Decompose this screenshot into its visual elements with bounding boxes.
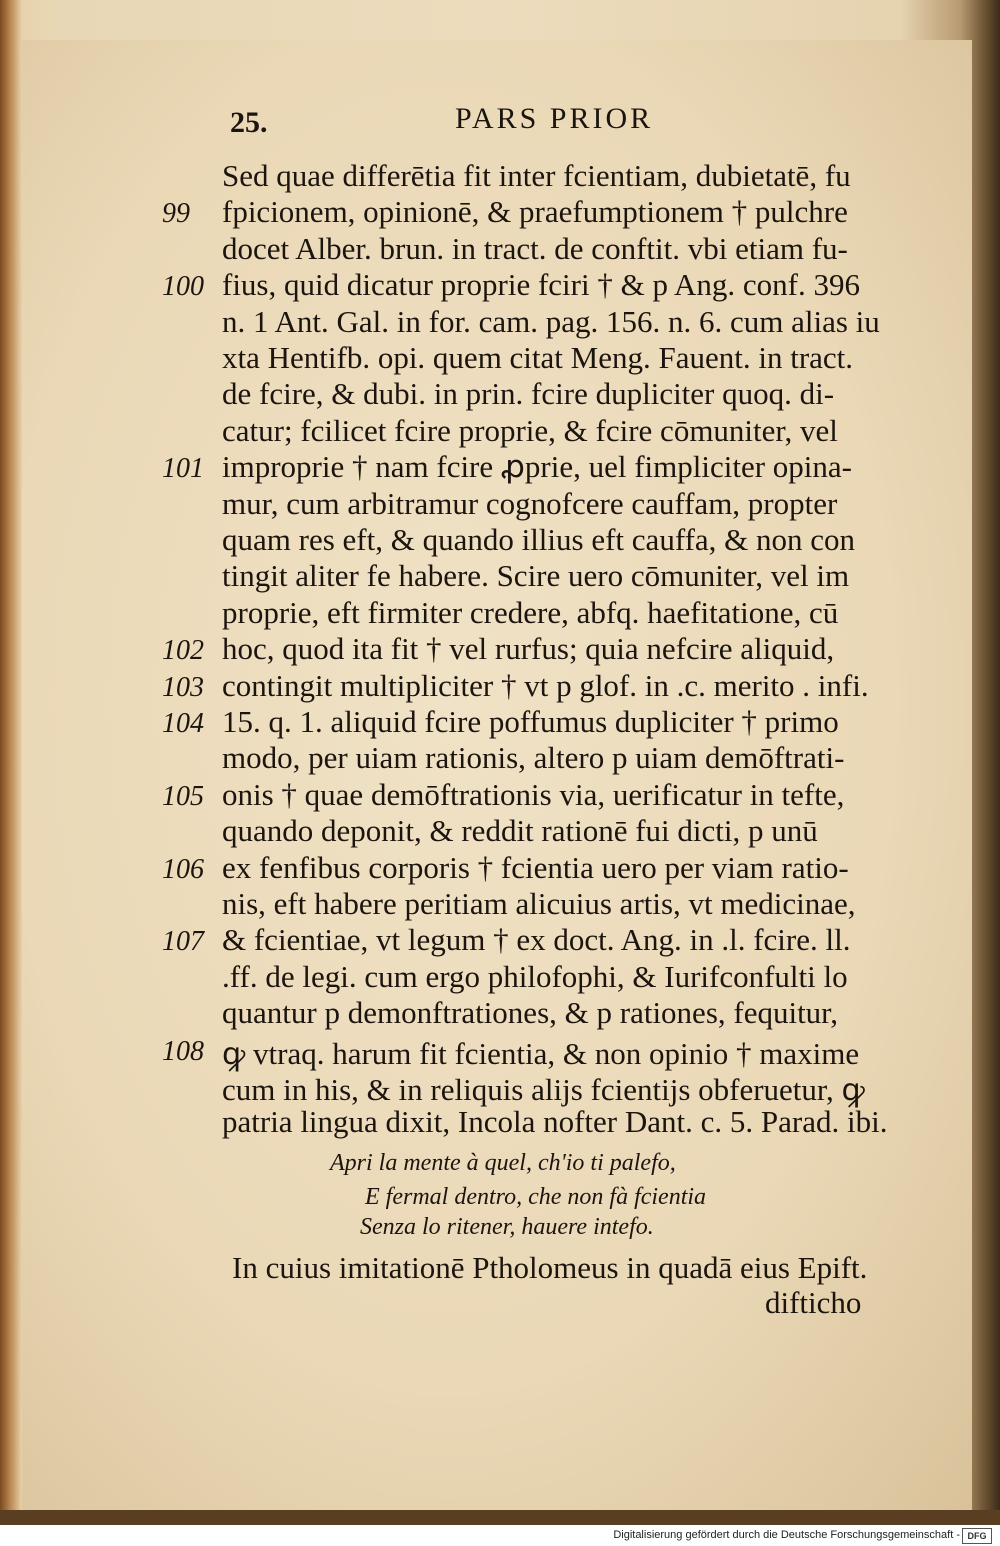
text-line: [0, 777, 1000, 817]
text-line: [0, 922, 1000, 962]
dfg-logo: DFG: [962, 1528, 992, 1544]
text-line: [0, 595, 1000, 635]
line-text: xta Hentifb. opi. quem citat Meng. Fauent. in tract.: [222, 340, 854, 375]
text-line: [0, 813, 1000, 853]
text-line: [0, 449, 1000, 489]
page-number: 25.: [230, 106, 268, 139]
margin-number: 103: [162, 671, 204, 703]
text-line: [0, 522, 1000, 562]
line-text: proprie, eft firmiter credere, abfq. haefitatione, cū: [222, 594, 839, 630]
line-text: quantur p demonftrationes, & p rationes, fequitur,: [222, 995, 839, 1031]
line-text: .ff. de legi. cum ergo philofophi, & Iurifconfulti lo: [222, 958, 848, 994]
text-line: [0, 376, 1000, 416]
margin-number: 99: [162, 198, 190, 230]
line-text: tingit aliter fe habere. Scire uero cōmuniter, vel im: [222, 558, 850, 594]
line-text: catur; fcilicet fcire proprie, & fcire cōmuniter, vel: [222, 412, 838, 448]
text-line: [0, 668, 1000, 708]
line-text: hoc, quod ita fit † vel rurfus; quia nefcire aliquid,: [222, 631, 835, 667]
text-line: [0, 886, 1000, 926]
line-text: docet Alber. brun. in tract. de conftit. vbi etiam fu-: [222, 230, 848, 266]
line-text: fius, quid dicatur proprie fciri † & p Ang. conf. 396: [222, 267, 860, 303]
text-line: [0, 704, 1000, 744]
margin-number: 107: [162, 926, 204, 958]
footer-credit: Digitalisierung gefördert durch die Deutsche Forschungsgemeinschaft -: [613, 1529, 960, 1541]
line-text: de fcire, & dubi. in prin. fcire dupliciter quoq. di-: [222, 376, 835, 412]
line-text: n. 1 Ant. Gal. in for. cam. pag. 156. n. 6. cum alias iu: [222, 303, 880, 339]
text-line: [0, 486, 1000, 526]
line-text: cum in his, & in reliquis alijs fcientijs obferuetur, ꝙ: [222, 1072, 865, 1107]
line-text: modo, per uiam rationis, altero p uiam demōftrati-: [222, 740, 845, 776]
text-line: [0, 631, 1000, 671]
verse-line: E fermal dentro, che non fà fcientia: [365, 1184, 707, 1210]
verse-line: Apri la mente à quel, ch'io ti palefo,: [330, 1150, 676, 1176]
line-text: ꝙ vtraq. harum fit fcientia, & non opinio † maxime: [222, 1035, 860, 1071]
margin-number: 100: [162, 271, 204, 303]
text-line: [0, 340, 1000, 380]
line-text: contingit multipliciter † vt p glof. in .c. merito . infi.: [222, 667, 869, 703]
text-line: [0, 995, 1000, 1035]
closing-line: In cuius imitationē Ptholomeus in quadā eius Epift.: [232, 1250, 868, 1285]
line-text: 15. q. 1. aliquid fcire poffumus dupliciter † primo: [222, 704, 839, 739]
line-text: nis, eft habere peritiam alicuius artis, vt medicinae,: [222, 886, 856, 921]
page-bottom-edge: [0, 1510, 1000, 1525]
text-line: [0, 158, 1000, 198]
line-text: improprie † nam fcire ꝓprie, uel fimpliciter opina-: [222, 449, 853, 485]
text-line: [0, 740, 1000, 780]
margin-number: 108: [162, 1035, 204, 1067]
line-text: fpicionem, opinionē, & praefumptionem † pulchre: [222, 194, 848, 230]
margin-number: 101: [162, 453, 204, 485]
text-line: [0, 231, 1000, 271]
line-text: patria lingua dixit, Incola nofter Dant. c. 5. Parad. ibi.: [222, 1104, 888, 1140]
line-text: quam res eft, & quando illius eft cauffa, & non con: [222, 522, 856, 557]
line-text: mur, cum arbitramur cognofcere cauffam, propter: [222, 485, 838, 521]
closing-line: difticho: [765, 1285, 862, 1320]
text-line: [0, 558, 1000, 598]
text-line: [0, 267, 1000, 307]
text-line: [0, 413, 1000, 453]
line-text: quando deponit, & reddit rationē fui dicti, p unū: [222, 813, 818, 849]
margin-number: 104: [162, 708, 204, 739]
footer-bar: [0, 1525, 1000, 1546]
text-line: [0, 959, 1000, 999]
line-text: onis † quae demōftrationis via, uerificatur in tefte,: [222, 776, 845, 812]
margin-number: 102: [162, 635, 204, 667]
text-line: [0, 304, 1000, 344]
text-line: [0, 1068, 1000, 1108]
margin-number: 105: [162, 780, 204, 812]
text-line: [0, 194, 1000, 234]
text-line: [0, 1032, 1000, 1072]
text-line: [0, 1104, 1000, 1144]
line-text: Sed quae differētia fit inter fcientiam, dubietatē, fu: [222, 158, 851, 193]
line-text: & fcientiae, vt legum † ex doct. Ang. in .l. fcire. ll.: [222, 922, 851, 958]
margin-number: 106: [162, 853, 204, 885]
line-text: ex fenfibus corporis † fcientia uero per viam ratio-: [222, 849, 849, 885]
verse-line: Senza lo ritener, hauere intefo.: [360, 1214, 654, 1240]
text-line: [0, 850, 1000, 890]
running-head: PARS PRIOR: [455, 102, 654, 135]
